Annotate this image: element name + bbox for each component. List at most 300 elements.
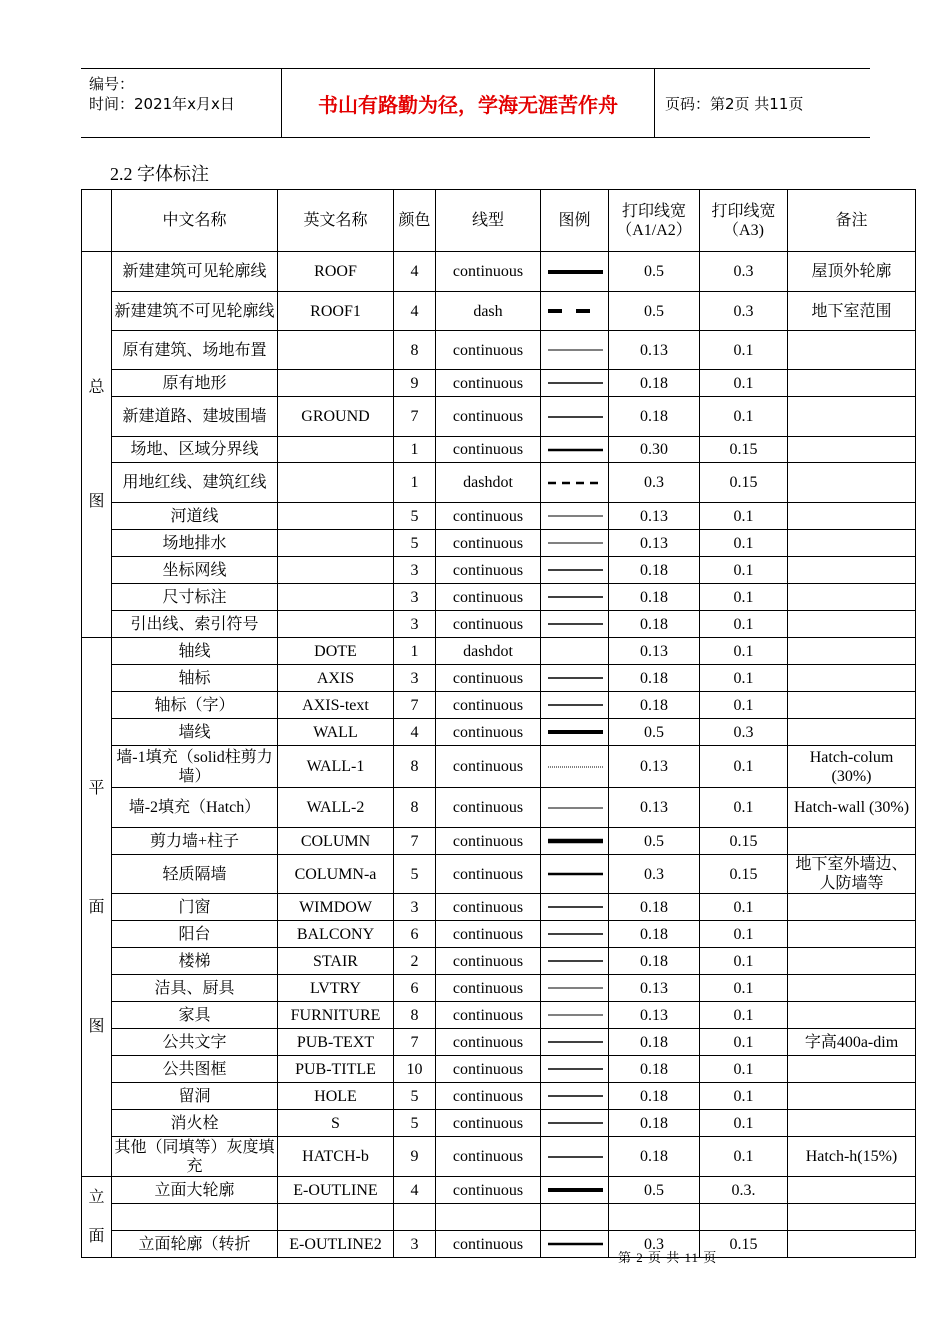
linetype-legend-line <box>547 1117 603 1129</box>
color-cell: 7 <box>394 828 436 855</box>
legend-cell <box>541 692 609 719</box>
table-header-row <box>82 190 916 252</box>
cn-name-cell: 尺寸标注 <box>112 584 278 611</box>
en-name-cell: ROOF1 <box>278 292 394 331</box>
width-a3-cell: 0.15 <box>700 437 788 463</box>
table-row <box>82 463 916 503</box>
legend-cell <box>541 463 609 503</box>
linetype-cell: dashdot <box>436 463 541 503</box>
legend-cell <box>541 397 609 437</box>
en-name-cell: PUB-TITLE <box>278 1056 394 1083</box>
linetype-cell: continuous <box>436 557 541 584</box>
table-row <box>82 437 916 463</box>
en-name-cell: COLUMN-a <box>278 855 394 894</box>
width-a3-cell: 0.1 <box>700 1083 788 1110</box>
width-a3-cell: 0.1 <box>700 975 788 1002</box>
legend-cell <box>541 1177 609 1204</box>
linetype-cell: continuous <box>436 719 541 746</box>
table-row <box>82 719 916 746</box>
linetype-legend-line <box>547 868 603 880</box>
color-cell: 5 <box>394 1083 436 1110</box>
color-cell: 4 <box>394 1177 436 1204</box>
linetype-cell: continuous <box>436 1056 541 1083</box>
width-a3-cell: 0.1 <box>700 370 788 397</box>
cn-name-cell: 立面轮廓（转折 <box>112 1231 278 1258</box>
width-a3-cell: 0.1 <box>700 584 788 611</box>
table-row <box>82 530 916 557</box>
width-a1-cell: 0.5 <box>609 1177 700 1204</box>
width-a3-cell: 0.15 <box>700 463 788 503</box>
legend-cell <box>541 1029 609 1056</box>
note-cell <box>788 719 916 746</box>
linetype-cell: continuous <box>436 948 541 975</box>
legend-cell <box>541 894 609 921</box>
en-name-cell: PUB-TEXT <box>278 1029 394 1056</box>
color-cell: 7 <box>394 1029 436 1056</box>
note-cell <box>788 638 916 665</box>
color-cell: 3 <box>394 611 436 638</box>
legend-cell <box>541 370 609 397</box>
linetype-cell: continuous <box>436 1177 541 1204</box>
linetype-cell: continuous <box>436 331 541 370</box>
linetype-cell: continuous <box>436 921 541 948</box>
note-cell <box>788 397 916 437</box>
column-header <box>82 190 112 252</box>
header-motto: 书山有路勤为径，学海无涯苦作舟 <box>282 69 655 137</box>
linetype-legend-line <box>547 699 603 711</box>
linetype-legend-line <box>547 411 603 423</box>
color-cell: 9 <box>394 1137 436 1177</box>
width-a1-cell: 0.18 <box>609 557 700 584</box>
linetype-legend-line <box>547 955 603 967</box>
width-a3-cell: 0.3 <box>700 292 788 331</box>
table-row <box>82 1029 916 1056</box>
width-a3-cell: 0.1 <box>700 692 788 719</box>
color-cell: 10 <box>394 1056 436 1083</box>
table-row <box>82 1110 916 1137</box>
note-cell: Hatch-h(15%) <box>788 1137 916 1177</box>
linetype-legend-line <box>547 537 603 549</box>
linetype-cell: continuous <box>436 665 541 692</box>
cn-name-cell: 坐标网线 <box>112 557 278 584</box>
en-name-cell: HATCH-b <box>278 1137 394 1177</box>
linetype-cell: continuous <box>436 788 541 828</box>
table-row <box>82 1204 916 1231</box>
table-row <box>82 1002 916 1029</box>
page-footer: 第 2 页 共 11 页 <box>618 1250 718 1265</box>
note-cell <box>788 1177 916 1204</box>
linetype-legend-line <box>547 1184 603 1196</box>
width-a1-cell: 0.18 <box>609 370 700 397</box>
width-a3-cell: 0.15 <box>700 855 788 894</box>
width-a1-cell: 0.18 <box>609 1056 700 1083</box>
en-name-cell: WALL-2 <box>278 788 394 828</box>
cn-name-cell: 剪力墙+柱子 <box>112 828 278 855</box>
column-header: 线型 <box>436 190 541 252</box>
color-cell: 8 <box>394 788 436 828</box>
legend-cell <box>541 788 609 828</box>
width-a3-cell: 0.3 <box>700 719 788 746</box>
width-a1-cell: 0.3 <box>609 1231 700 1258</box>
note-cell <box>788 692 916 719</box>
width-a1-cell <box>609 1204 700 1231</box>
en-name-cell: AXIS-text <box>278 692 394 719</box>
category-char: 平 <box>88 779 105 797</box>
en-name-cell <box>278 370 394 397</box>
en-name-cell: BALCONY <box>278 921 394 948</box>
width-a1-cell: 0.13 <box>609 638 700 665</box>
category-char: 总 <box>88 379 105 396</box>
width-a3-cell: 0.1 <box>700 746 788 788</box>
cn-name-cell: 家具 <box>112 1002 278 1029</box>
cn-name-cell: 轻质隔墙 <box>112 855 278 894</box>
color-cell: 6 <box>394 975 436 1002</box>
column-header: 备注 <box>788 190 916 252</box>
en-name-cell <box>278 557 394 584</box>
note-cell: 屋顶外轮廓 <box>788 252 916 292</box>
width-a1-cell: 0.5 <box>609 719 700 746</box>
legend-cell <box>541 331 609 370</box>
linetype-legend-line <box>547 802 603 814</box>
width-a1-cell: 0.18 <box>609 1083 700 1110</box>
color-cell: 9 <box>394 370 436 397</box>
width-a3-cell: 0.1 <box>700 557 788 584</box>
cn-name-cell: 用地红线、建筑红线 <box>112 463 278 503</box>
linetype-cell: continuous <box>436 1002 541 1029</box>
linetype-cell: dash <box>436 292 541 331</box>
linetype-legend-line <box>547 618 603 630</box>
table-row <box>82 1083 916 1110</box>
legend-cell <box>541 1110 609 1137</box>
note-cell <box>788 611 916 638</box>
width-a3-cell: 0.1 <box>700 503 788 530</box>
note-cell: 地下室范围 <box>788 292 916 331</box>
linetype-legend-line <box>547 1090 603 1102</box>
table-row <box>82 370 916 397</box>
linetype-legend-line <box>547 477 603 489</box>
width-a1-cell: 0.18 <box>609 894 700 921</box>
cn-name-cell: 原有地形 <box>112 370 278 397</box>
cn-name-cell <box>112 1204 278 1231</box>
color-cell: 5 <box>394 503 436 530</box>
en-name-cell <box>278 463 394 503</box>
linetype-cell: continuous <box>436 828 541 855</box>
cn-name-cell: 轴标（字） <box>112 692 278 719</box>
cn-name-cell: 留洞 <box>112 1083 278 1110</box>
note-cell <box>788 1204 916 1231</box>
note-cell <box>788 894 916 921</box>
note-cell <box>788 463 916 503</box>
width-a1-cell: 0.3 <box>609 463 700 503</box>
note-cell <box>788 1110 916 1137</box>
table-row <box>82 692 916 719</box>
cn-name-cell: 新建建筑不可见轮廓线 <box>112 292 278 331</box>
cn-name-cell: 轴线 <box>112 638 278 665</box>
en-name-cell: WALL-1 <box>278 746 394 788</box>
cn-name-cell: 消火栓 <box>112 1110 278 1137</box>
width-a1-cell: 0.18 <box>609 1029 700 1056</box>
color-cell: 8 <box>394 331 436 370</box>
table-row <box>82 788 916 828</box>
cn-name-cell: 楼梯 <box>112 948 278 975</box>
category-char: 面 <box>88 1228 105 1245</box>
cn-name-cell: 立面大轮廓 <box>112 1177 278 1204</box>
linetype-cell: continuous <box>436 611 541 638</box>
color-cell: 3 <box>394 1231 436 1258</box>
linetype-legend-line <box>547 726 603 738</box>
linetype-legend-line <box>547 444 603 456</box>
legend-cell <box>541 719 609 746</box>
table-row <box>82 638 916 665</box>
linetype-cell <box>436 1204 541 1231</box>
legend-cell <box>541 638 609 665</box>
width-a3-cell: 0.1 <box>700 948 788 975</box>
color-cell: 1 <box>394 463 436 503</box>
linetype-cell: continuous <box>436 252 541 292</box>
linetype-cell: continuous <box>436 584 541 611</box>
cn-name-cell: 墙线 <box>112 719 278 746</box>
note-cell <box>788 948 916 975</box>
note-cell <box>788 921 916 948</box>
color-cell: 2 <box>394 948 436 975</box>
cn-name-cell: 墙-1填充（solid柱剪力墙） <box>112 746 278 788</box>
category-cell <box>82 252 112 638</box>
table-row <box>82 746 916 788</box>
width-a1-cell: 0.5 <box>609 292 700 331</box>
cn-name-cell: 场地排水 <box>112 530 278 557</box>
table-row <box>82 1177 916 1204</box>
table-row <box>82 1137 916 1177</box>
legend-cell <box>541 921 609 948</box>
table-row <box>82 292 916 331</box>
linetype-cell: continuous <box>436 746 541 788</box>
header-page-number: 页码：第2页 共11页 <box>665 94 804 113</box>
note-cell <box>788 530 916 557</box>
width-a1-cell: 0.18 <box>609 665 700 692</box>
en-name-cell: HOLE <box>278 1083 394 1110</box>
doc-time-label: 时间：2021年x月x日 <box>89 95 235 113</box>
width-a1-cell: 0.18 <box>609 611 700 638</box>
table-row <box>82 894 916 921</box>
en-name-cell <box>278 530 394 557</box>
color-cell: 8 <box>394 746 436 788</box>
color-cell: 6 <box>394 921 436 948</box>
width-a3-cell: 0.15 <box>700 828 788 855</box>
linetype-legend-line <box>547 901 603 913</box>
linetype-cell: continuous <box>436 975 541 1002</box>
en-name-cell: E-OUTLINE2 <box>278 1231 394 1258</box>
linetype-cell: continuous <box>436 894 541 921</box>
legend-cell <box>541 530 609 557</box>
width-a1-cell: 0.18 <box>609 921 700 948</box>
legend-cell <box>541 1083 609 1110</box>
note-cell <box>788 975 916 1002</box>
note-cell <box>788 584 916 611</box>
en-name-cell: GROUND <box>278 397 394 437</box>
note-cell <box>788 370 916 397</box>
en-name-cell: LVTRY <box>278 975 394 1002</box>
linetype-cell: continuous <box>436 1231 541 1258</box>
en-name-cell <box>278 611 394 638</box>
color-cell: 8 <box>394 1002 436 1029</box>
legend-cell <box>541 437 609 463</box>
linetype-cell: continuous <box>436 692 541 719</box>
legend-cell <box>541 975 609 1002</box>
linetype-legend-line <box>547 510 603 522</box>
column-header: 打印线宽（A3) <box>700 190 788 252</box>
cn-name-cell: 引出线、索引符号 <box>112 611 278 638</box>
en-name-cell <box>278 437 394 463</box>
column-header: 颜色 <box>394 190 436 252</box>
linetype-legend-line <box>547 591 603 603</box>
linetype-cell: continuous <box>436 1110 541 1137</box>
width-a1-cell: 0.13 <box>609 975 700 1002</box>
width-a1-cell: 0.13 <box>609 331 700 370</box>
category-char: 图 <box>88 493 105 510</box>
en-name-cell: AXIS <box>278 665 394 692</box>
en-name-cell <box>278 503 394 530</box>
width-a1-cell: 0.5 <box>609 252 700 292</box>
width-a3-cell: 0.1 <box>700 788 788 828</box>
note-cell: 地下室外墙边、人防墙等 <box>788 855 916 894</box>
color-cell: 3 <box>394 894 436 921</box>
legend-cell <box>541 557 609 584</box>
doc-number-label: 编号： <box>89 75 135 93</box>
linetype-cell: continuous <box>436 503 541 530</box>
en-name-cell <box>278 584 394 611</box>
category-char: 立 <box>88 1189 105 1206</box>
color-cell: 4 <box>394 719 436 746</box>
color-cell: 3 <box>394 665 436 692</box>
cn-name-cell: 其他（同填等）灰度填充 <box>112 1137 278 1177</box>
width-a1-cell: 0.13 <box>609 530 700 557</box>
header-meta <box>81 69 282 137</box>
linetype-legend-line <box>547 377 603 389</box>
table-row <box>82 828 916 855</box>
linetype-legend-line <box>547 266 603 278</box>
linetype-legend-line <box>547 835 603 847</box>
table-row <box>82 665 916 692</box>
legend-cell <box>541 292 609 331</box>
width-a3-cell: 0.1 <box>700 1110 788 1137</box>
category-cell <box>82 1177 112 1258</box>
width-a3-cell: 0.1 <box>700 665 788 692</box>
cn-name-cell: 场地、区域分界线 <box>112 437 278 463</box>
cn-name-cell: 阳台 <box>112 921 278 948</box>
linetype-cell: continuous <box>436 530 541 557</box>
table-row <box>82 1056 916 1083</box>
note-cell <box>788 437 916 463</box>
width-a3-cell <box>700 1204 788 1231</box>
linetype-legend-line <box>547 928 603 940</box>
width-a3-cell: 0.1 <box>700 1056 788 1083</box>
linetype-legend-line <box>547 305 603 317</box>
table-row <box>82 331 916 370</box>
note-cell <box>788 828 916 855</box>
note-cell: Hatch-colum (30%) <box>788 746 916 788</box>
width-a1-cell: 0.18 <box>609 584 700 611</box>
width-a3-cell: 0.1 <box>700 331 788 370</box>
color-cell: 1 <box>394 437 436 463</box>
en-name-cell <box>278 331 394 370</box>
linetype-cell: continuous <box>436 397 541 437</box>
note-cell: 字高400a-dim <box>788 1029 916 1056</box>
width-a3-cell: 0.1 <box>700 530 788 557</box>
linetype-legend-line <box>547 564 603 576</box>
column-header: 图例 <box>541 190 609 252</box>
linetype-legend-line <box>547 1151 603 1163</box>
width-a1-cell: 0.3 <box>609 855 700 894</box>
en-name-cell: WALL <box>278 719 394 746</box>
table-row <box>82 855 916 894</box>
color-cell: 3 <box>394 584 436 611</box>
color-cell: 3 <box>394 557 436 584</box>
width-a1-cell: 0.18 <box>609 1137 700 1177</box>
color-cell: 7 <box>394 692 436 719</box>
table-row <box>82 921 916 948</box>
table-row <box>82 252 916 292</box>
table-row <box>82 397 916 437</box>
legend-cell <box>541 1231 609 1258</box>
width-a3-cell: 0.15 <box>700 1231 788 1258</box>
en-name-cell: STAIR <box>278 948 394 975</box>
width-a3-cell: 0.1 <box>700 1137 788 1177</box>
cn-name-cell: 原有建筑、场地布置 <box>112 331 278 370</box>
linetype-cell: continuous <box>436 437 541 463</box>
legend-cell <box>541 584 609 611</box>
width-a1-cell: 0.13 <box>609 746 700 788</box>
width-a3-cell: 0.1 <box>700 397 788 437</box>
en-name-cell: WIMDOW <box>278 894 394 921</box>
color-cell: 5 <box>394 530 436 557</box>
linetype-legend-line <box>547 344 603 356</box>
note-cell <box>788 503 916 530</box>
color-cell: 4 <box>394 292 436 331</box>
color-cell: 7 <box>394 397 436 437</box>
linetype-legend-line <box>547 1063 603 1075</box>
width-a1-cell: 0.13 <box>609 1002 700 1029</box>
table-row <box>82 975 916 1002</box>
color-cell: 1 <box>394 638 436 665</box>
cn-name-cell: 河道线 <box>112 503 278 530</box>
width-a3-cell: 0.3 <box>700 252 788 292</box>
note-cell <box>788 557 916 584</box>
width-a3-cell: 0.1 <box>700 1029 788 1056</box>
linetype-cell: dashdot <box>436 638 541 665</box>
category-cell <box>82 638 112 1177</box>
legend-cell <box>541 1056 609 1083</box>
linetype-legend-line <box>547 672 603 684</box>
width-a3-cell: 0.1 <box>700 611 788 638</box>
en-name-cell: COLUMN <box>278 828 394 855</box>
linetype-cell: continuous <box>436 1137 541 1177</box>
legend-cell <box>541 1204 609 1231</box>
cn-name-cell: 洁具、厨具 <box>112 975 278 1002</box>
note-cell <box>788 1002 916 1029</box>
cn-name-cell: 新建建筑可见轮廓线 <box>112 252 278 292</box>
legend-cell <box>541 855 609 894</box>
width-a3-cell: 0.1 <box>700 1002 788 1029</box>
category-char: 面 <box>88 898 105 916</box>
legend-cell <box>541 611 609 638</box>
column-header: 中文名称 <box>112 190 278 252</box>
color-cell: 5 <box>394 855 436 894</box>
page-header <box>81 68 870 138</box>
width-a3-cell: 0.1 <box>700 638 788 665</box>
legend-cell <box>541 665 609 692</box>
linetype-cell: continuous <box>436 1083 541 1110</box>
linetype-cell: continuous <box>436 1029 541 1056</box>
